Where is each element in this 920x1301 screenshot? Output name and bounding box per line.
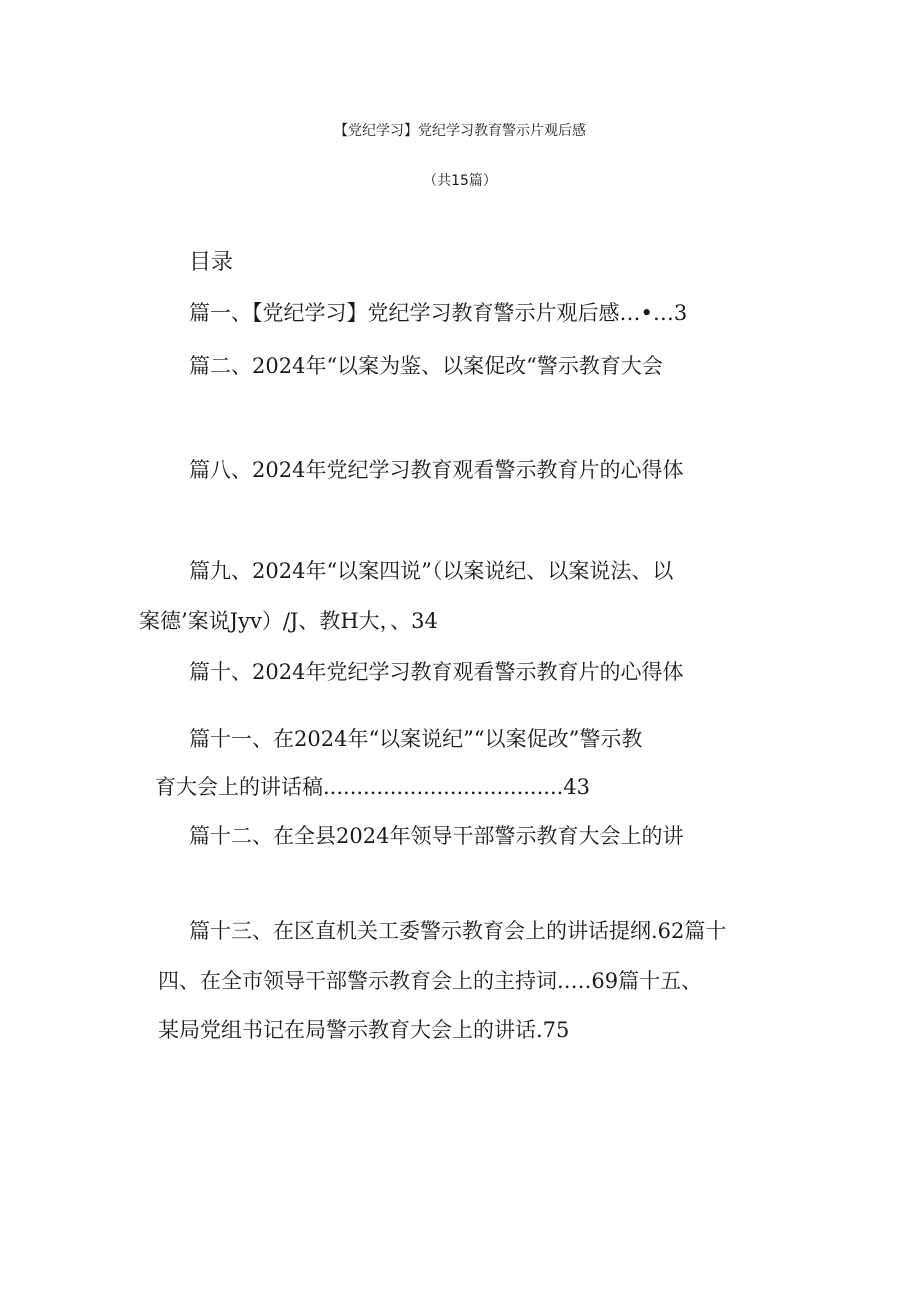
document-title-line-1: 【党纪学习】党纪学习教育警示片观后感: [334, 123, 586, 139]
toc-entry-2: 篇二、2024年“以案为鉴、以案促改“警示教育大会: [189, 354, 663, 378]
document-title-line-2: （共15篇）: [423, 173, 497, 189]
toc-entry-10: 篇十、2024年党纪学习教育观看警示教育片的心得体: [189, 660, 684, 684]
toc-heading: 目录: [189, 250, 234, 275]
toc-entry-14: 四、在全市领导干部警示教育会上的主持词.….69篇十五、: [158, 969, 703, 993]
toc-entry-9: 篇九、2024年“以案四说”（以案说纪、以案说法、以: [189, 559, 674, 583]
toc-entry-11: 篇十一、在2024年“以案说纪”“以案促改”警示教: [189, 727, 643, 751]
toc-entry-12: 篇十二、在全县2024年领导干部警示教育大会上的讲: [189, 824, 684, 848]
toc-entry-13: 篇十三、在区直机关工委警示教育会上的讲话提纲.62篇十: [189, 919, 727, 943]
toc-entry-15: 某局党组书记在局警示教育大会上的讲话.75: [158, 1018, 570, 1042]
toc-entry-9-cont: 案德’案说Jyv）/J、教H大，、34: [139, 609, 438, 633]
toc-entry-8: 篇八、2024年党纪学习教育观看警示教育片的心得体: [189, 458, 684, 482]
toc-entry-11-cont: 育大会上的讲话稿....................................43: [155, 775, 591, 799]
toc-entry-1: 篇一、【党纪学习】党纪学习教育警示片观后感…•…3: [189, 301, 688, 325]
